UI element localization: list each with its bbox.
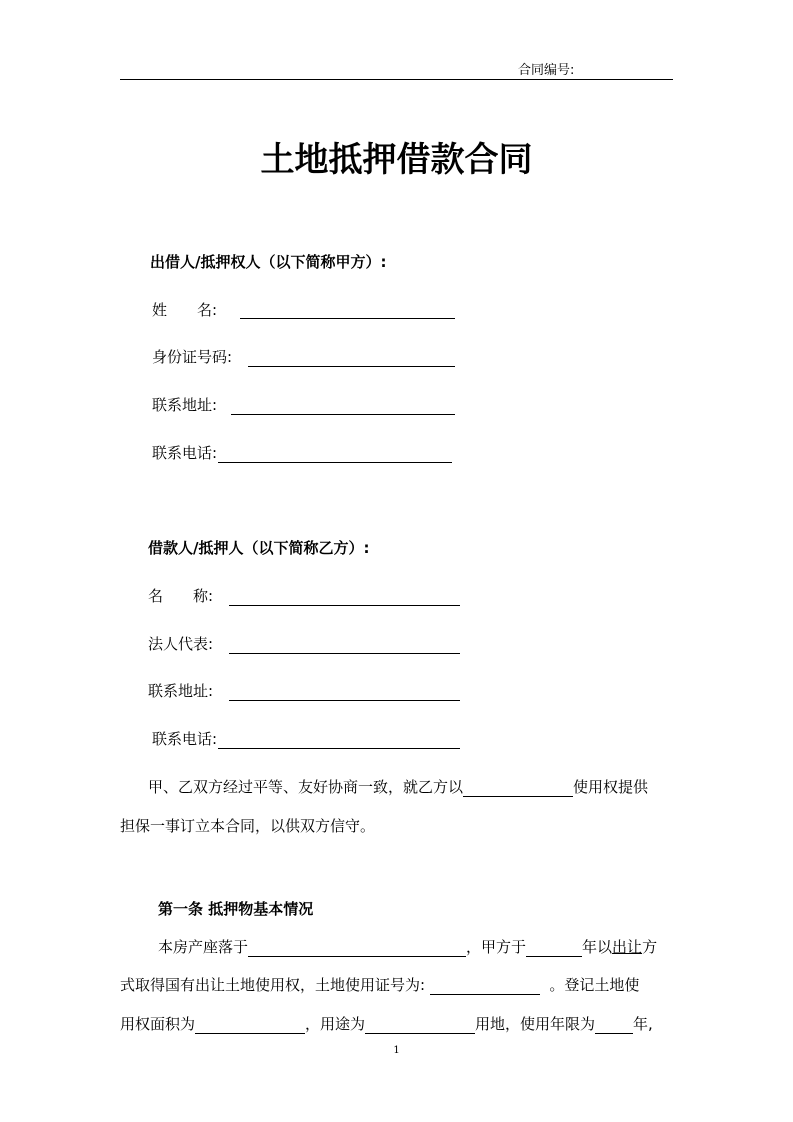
article-1-heading: 第一条 抵押物基本情况 [158, 900, 314, 918]
page-title: 土地抵押借款合同 [260, 140, 533, 180]
a1-text-g: 。登记土地使 [549, 976, 640, 994]
intro-line-2: 担保一事订立本合同，以供双方信守。 [120, 817, 376, 835]
a1-text-i: ，用途为 [305, 1015, 366, 1033]
header-rule [120, 79, 673, 80]
a1-text-d: 出让 [612, 938, 643, 956]
contract-number-label: 合同编号: [518, 63, 575, 78]
party-a-name-label: 姓 名: [152, 301, 218, 319]
land-area-blank[interactable] [195, 1017, 305, 1034]
a1-text-h: 用权面积为 [120, 1015, 196, 1033]
party-a-heading: 出借人/抵押权人（以下简称甲方）: [150, 253, 387, 271]
article-1-line-3 [120, 1014, 653, 1034]
land-use-blank[interactable] [365, 1017, 475, 1034]
party-b-rep-label: 法人代表: [148, 635, 214, 653]
party-a-id-field[interactable] [248, 366, 455, 367]
a1-text-j: 用地，使用年限为 [475, 1015, 596, 1033]
a1-text-e: 方 [642, 938, 658, 956]
party-a-address-label: 联系地址: [152, 396, 218, 414]
party-a-name-field[interactable] [240, 318, 455, 319]
party-a-id-label: 身份证号码: [152, 348, 233, 366]
article-1-line-1 [158, 937, 657, 957]
party-b-name-label: 名 称: [148, 587, 214, 605]
intro-text-b: 使用权提供 [573, 778, 649, 796]
party-a-phone-label: 联系电话: [152, 444, 218, 462]
party-b-phone-field[interactable] [218, 748, 460, 749]
party-a-address-field[interactable] [231, 414, 455, 415]
party-b-phone-label: 联系电话: [152, 730, 218, 748]
acquire-year-blank[interactable] [526, 940, 582, 957]
property-location-blank[interactable] [248, 940, 466, 957]
intro-line-1 [148, 777, 648, 797]
a1-text-k: 年, [633, 1015, 653, 1033]
article-1-line-2 [120, 975, 639, 995]
party-b-address-field[interactable] [229, 700, 460, 701]
a1-text-f: 式取得国有出让土地使用权，土地使用证号为: [120, 976, 426, 994]
party-b-rep-field[interactable] [229, 653, 460, 654]
intro-pledge-blank[interactable] [463, 780, 573, 797]
page-number: 1 [393, 1045, 400, 1056]
party-b-address-label: 联系地址: [148, 682, 214, 700]
intro-text-a: 甲、乙双方经过平等、友好协商一致，就乙方以 [148, 778, 464, 796]
a1-text-a: 本房产座落于 [158, 938, 249, 956]
party-b-name-field[interactable] [229, 605, 460, 606]
use-term-blank[interactable] [595, 1017, 633, 1034]
party-b-heading: 借款人/抵押人（以下简称乙方）: [148, 539, 370, 557]
party-a-phone-field[interactable] [218, 462, 452, 463]
a1-text-b: ，甲方于 [466, 938, 527, 956]
a1-text-c: 年以 [582, 938, 613, 956]
land-cert-number-blank[interactable] [430, 978, 540, 995]
